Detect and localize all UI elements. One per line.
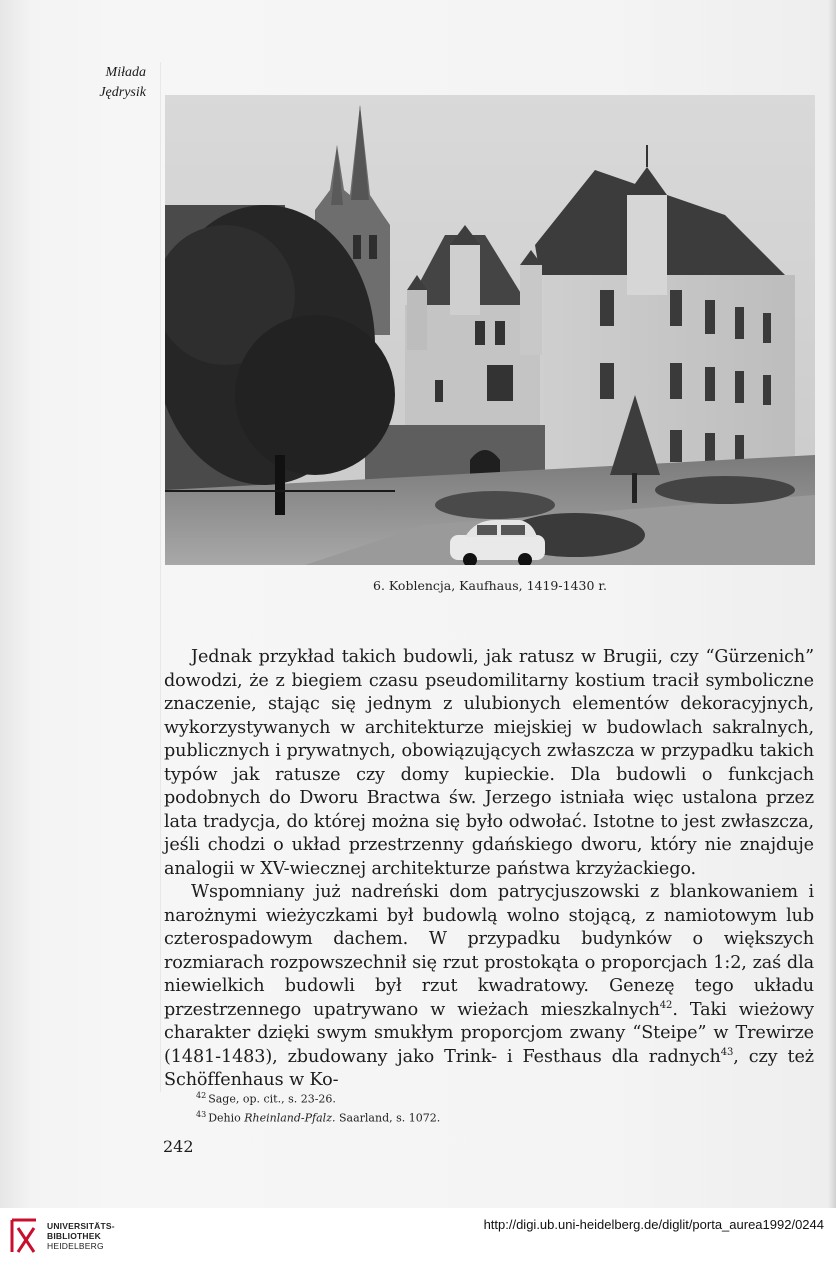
paragraph-2 — [164, 881, 814, 1093]
university-library-logo-icon — [8, 1214, 42, 1258]
author-first-name: Miłada — [105, 65, 146, 80]
library-name-line-2: BIBLIOTHEK — [47, 1231, 101, 1241]
paragraph-2-part-a: Wspomniany już nadreński dom patrycjuszowski z blankowaniem i narożnymi wieżyczkami był budowlą wolno stojącą, z namiotowym lub czterospadowym dachem. W przypadku budynków o większych rozmiarach rozpowszechnił się rzut prostokąta o proporcjach 1:2, zaś dla niewielkich budowli był rzut kwadratowy. Genezę tego układu przestrzennego upatrywano w wieżach mieszkalnych — [164, 882, 814, 1020]
footnote-italic-title: Rheinland-Pfalz. — [244, 1111, 336, 1125]
kaufhaus-photo-illustration — [165, 95, 815, 565]
footnote-43 — [196, 1107, 796, 1126]
paragraph-1: Jednak przykład takich budowli, jak ratusz w Brugii, czy “Gürzenich” dowodzi, że z biegiem czasu pseudomilitarny kostium tracił symboliczne znaczenie, stając się jednym z ulubionych elementów dekoracyjnych, wykorzystywanych w architekturze miejskiej w budowlach sakralnych, publicznych i prywatnych, obowiązujących zwłaszcza w przypadku takich typów jak ratusze czy domy kupieckie. Dla budowli o funkcjach podobnych do Dworu Bractwa św. Jerzego istniała więc ustalona przez lata tradycja, do której można się było odwołać. Istotne to jest zwłaszcza, jeśli chodzi o układ przestrzenny gdańskiego dworu, który nie znajduje analogii w XV-wiecznej architekturze państwa krzyżackiego. — [164, 647, 814, 879]
footnote-42 — [196, 1088, 796, 1107]
footnote-ref-43[interactable]: 43 — [720, 1046, 734, 1058]
source-url-link[interactable]: http://digi.ub.uni-heidelberg.de/diglit/porta_aurea1992/0244 — [483, 1217, 824, 1232]
library-name-line-3: HEIDELBERG — [47, 1241, 104, 1251]
paragraph-2-part-c: , czy też Schöffenhaus w Ko- — [164, 1046, 814, 1090]
paragraph-2-part-b: . Taki wieżowy charakter dzięki swym smukłym proporcjom zwany “Steipe” w Trewirze (1481-1483), zbudowany jako Trink- i Festhaus dla radnych — [164, 999, 814, 1067]
footnote-text-tail: Saarland, s. 1072. — [335, 1111, 441, 1125]
page-gutter-shadow — [160, 62, 161, 1092]
footnote-text: Dehio — [208, 1111, 245, 1125]
running-head-author — [99, 63, 146, 103]
footnotes — [196, 1088, 796, 1125]
page-number: 242 — [163, 1137, 194, 1156]
library-name — [47, 1221, 115, 1251]
body-text — [164, 646, 814, 1093]
footnote-number: 42 — [196, 1091, 207, 1100]
footnote-number: 43 — [196, 1109, 207, 1119]
footnote-text: Sage, op. cit., s. 23-26. — [208, 1092, 336, 1106]
figure-photo — [165, 95, 815, 565]
author-last-name: Jędrysik — [99, 85, 146, 100]
library-name-line-1: UNIVERSITÄTS- — [47, 1221, 115, 1231]
figure-caption: 6. Koblencja, Kaufhaus, 1419-1430 r. — [373, 578, 607, 593]
footnote-ref-42[interactable]: 42 — [659, 999, 673, 1011]
